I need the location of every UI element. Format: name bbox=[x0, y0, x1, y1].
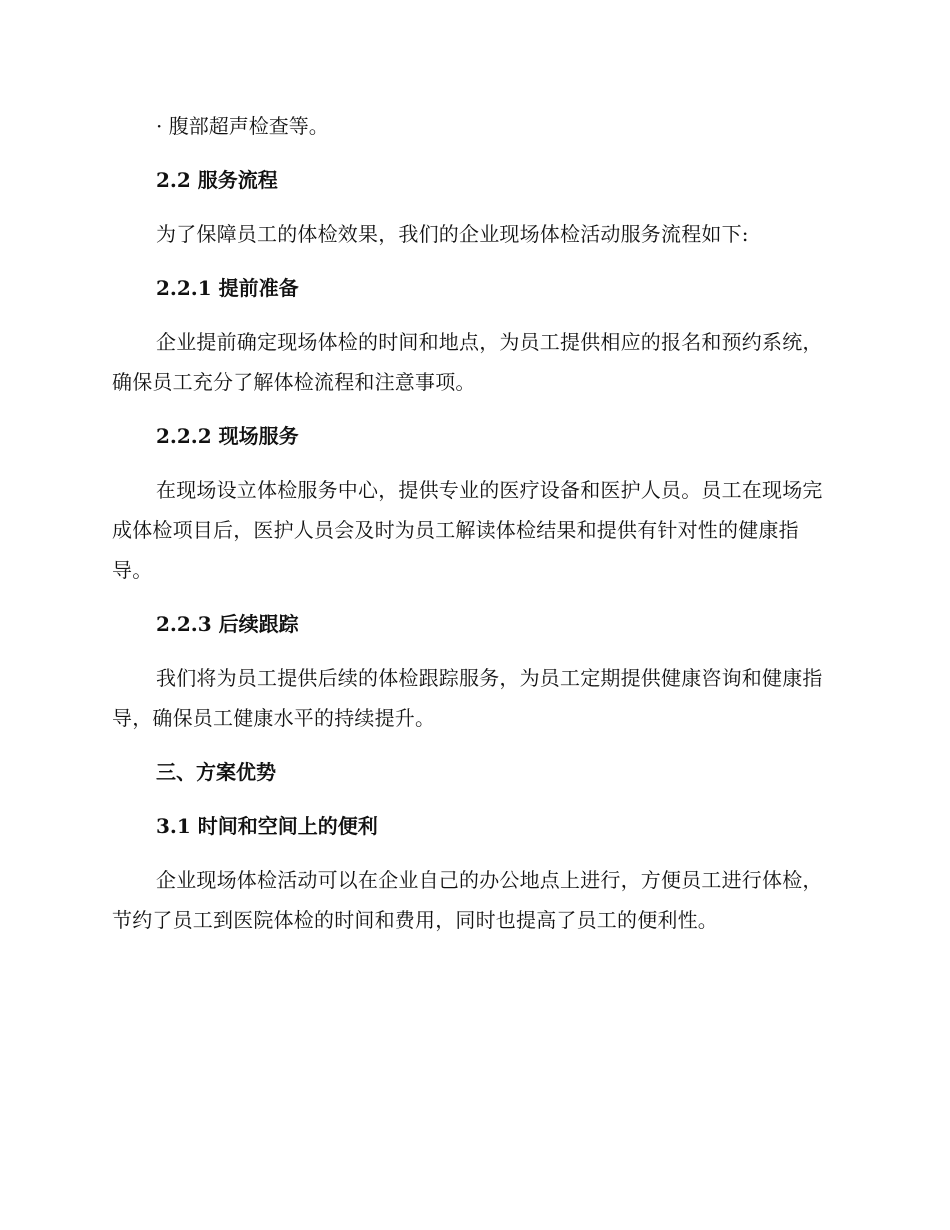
heading-2-2-2-onsite-service: 2.2.2 现场服务 bbox=[156, 424, 299, 448]
heading-3-advantages: 三、方案优势 bbox=[156, 760, 276, 784]
heading-3-1-convenience: 3.1 时间和空间上的便利 bbox=[156, 814, 378, 838]
heading-2-2-1-preparation: 2.2.1 提前准备 bbox=[156, 276, 299, 300]
document-body bbox=[112, 106, 832, 954]
heading-2-2-3-follow-up: 2.2.3 后续跟踪 bbox=[156, 612, 299, 636]
paragraph-2-2-1: 企业提前确定现场体检的时间和地点，为员工提供相应的报名和预约系统，确保员工充分了解体检流程和注意事项。 bbox=[112, 330, 823, 394]
paragraph-3-1: 企业现场体检活动可以在企业自己的办公地点上进行，方便员工进行体检，节约了员工到医院体检的时间和费用，同时也提高了员工的便利性。 bbox=[112, 868, 823, 932]
paragraph-2-2-3: 我们将为员工提供后续的体检跟踪服务，为员工定期提供健康咨询和健康指导，确保员工健康水平的持续提升。 bbox=[112, 666, 823, 730]
paragraph-2-2-2: 在现场设立体检服务中心，提供专业的医疗设备和医护人员。员工在现场完成体检项目后，医护人员会及时为员工解读体检结果和提供有针对性的健康指导。 bbox=[112, 478, 823, 582]
heading-2-2-service-process: 2.2 服务流程 bbox=[156, 168, 278, 192]
paragraph-2-2-intro: 为了保障员工的体检效果，我们的企业现场体检活动服务流程如下: bbox=[156, 222, 749, 246]
bullet-item-abdominal-ultrasound: · 腹部超声检查等。 bbox=[156, 114, 329, 138]
